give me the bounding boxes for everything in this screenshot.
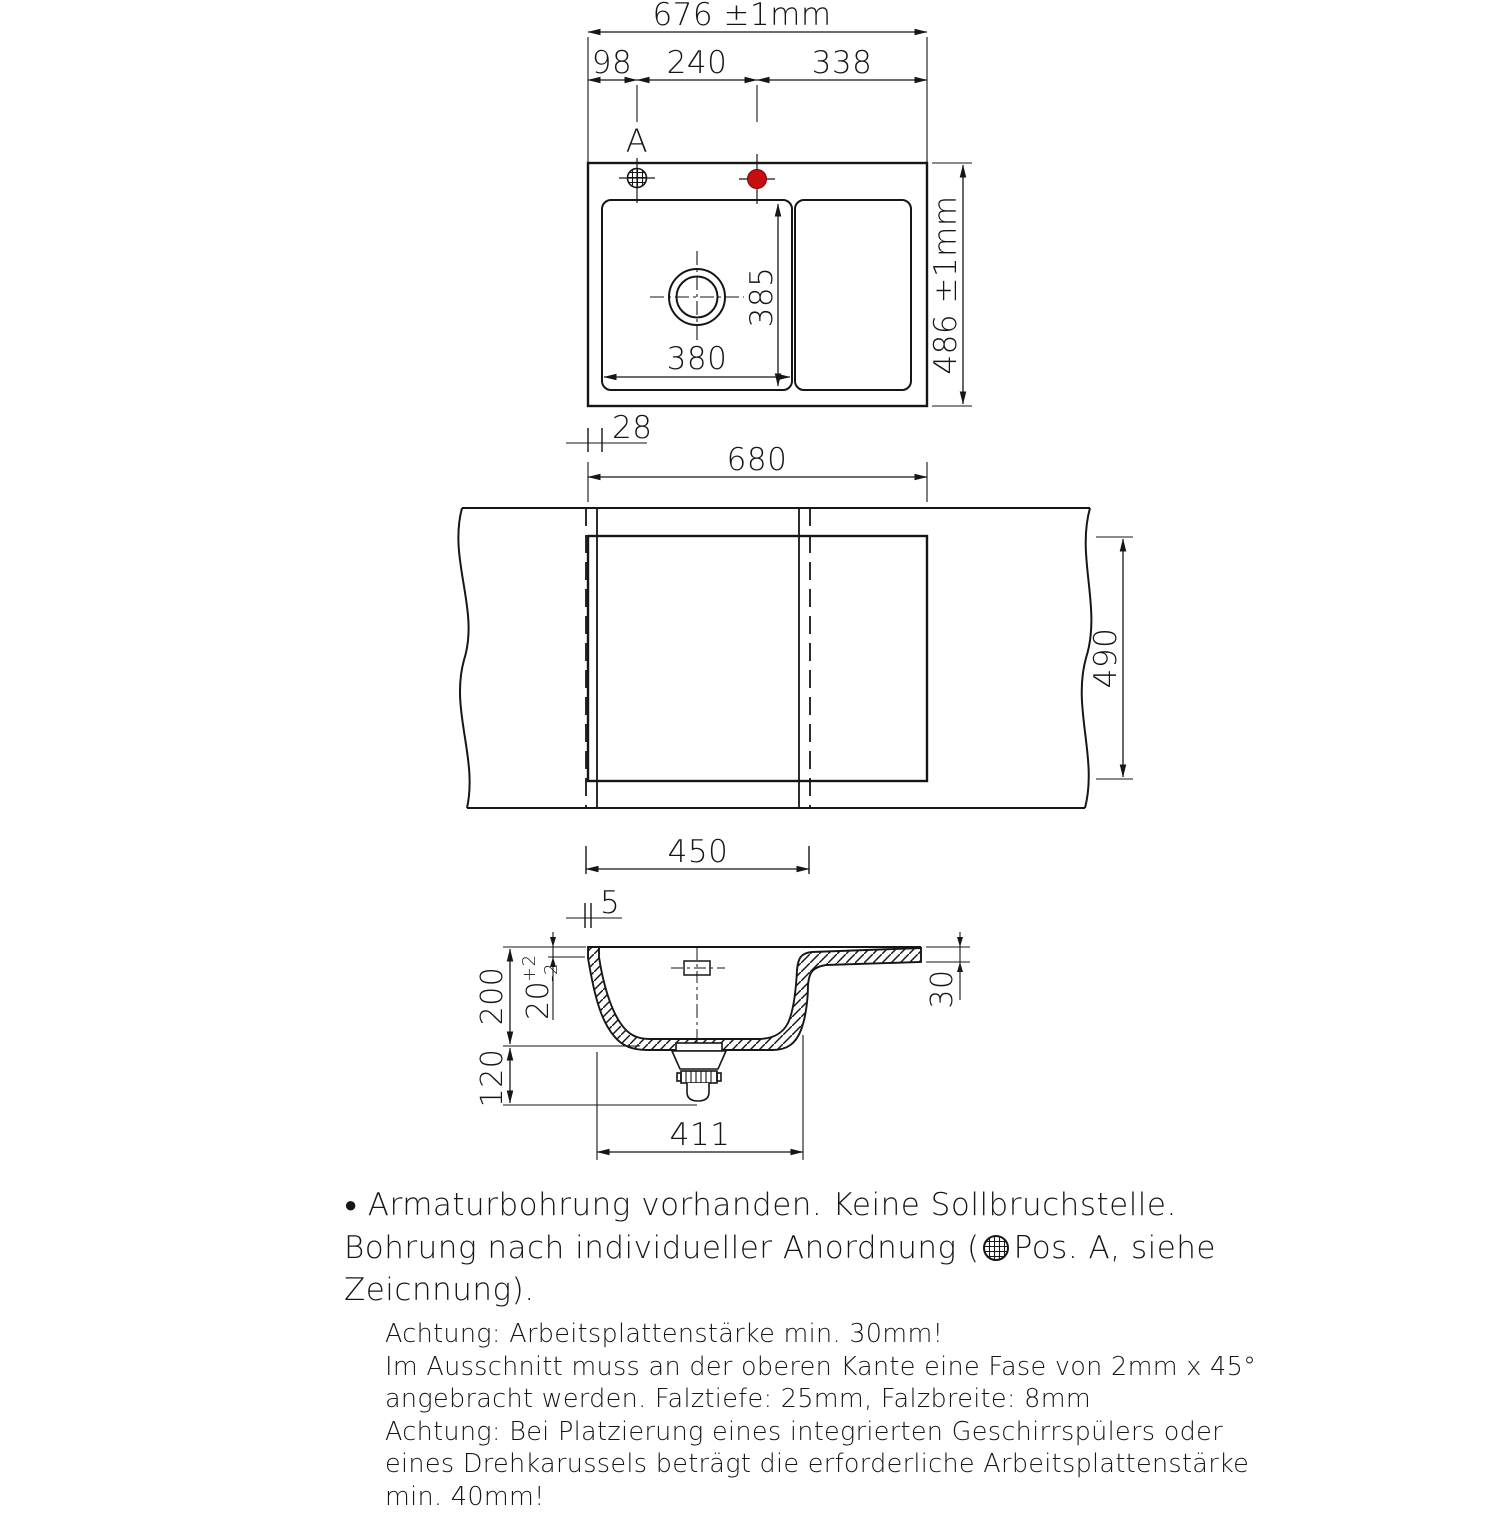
- faucet-hole-red-icon: [748, 170, 767, 189]
- dim-bowl-width: [604, 341, 790, 377]
- dim-98-label: 98: [592, 45, 632, 81]
- dim-120-label: 120: [475, 1049, 510, 1108]
- dim-cutout-width: [588, 442, 927, 502]
- dim-lip: [566, 885, 622, 928]
- dim-200-label: 200: [475, 967, 510, 1026]
- note-line-3: [344, 1269, 1494, 1311]
- detail-line: min. 40mm!: [385, 1481, 1256, 1513]
- dim-rim-depth: [508, 932, 585, 1020]
- dim-380-label: 380: [667, 341, 728, 377]
- dim-680-label: 680: [727, 442, 788, 478]
- section-view: [588, 947, 921, 1101]
- dim-drain-height: [475, 1048, 697, 1107]
- pos-a-label: A: [626, 122, 648, 160]
- detail-line: angebracht werden. Falztiefe: 25mm, Falzbreite: 8mm: [385, 1383, 1256, 1416]
- dim-450-label: 450: [668, 834, 729, 870]
- dim-490-label: 490: [1088, 628, 1124, 689]
- details-block: [385, 1318, 1256, 1513]
- drain-circle: [650, 251, 744, 343]
- detail-line: eines Drehkarussels beträgt die erforderliche Arbeitsplattenstärke: [385, 1448, 1256, 1481]
- dim-overall-width-label: 676 ±1mm: [652, 0, 831, 33]
- dim-edge-thickness: [925, 932, 970, 1009]
- note-line-1: [344, 1184, 1494, 1227]
- dim-5-label: 5: [600, 885, 620, 921]
- tap-hole-section: [671, 948, 725, 1000]
- dim-486-label: 486 ±1mm: [928, 195, 964, 374]
- faucet-hole-red: [739, 154, 775, 204]
- dim-cutout-height: [1088, 537, 1133, 779]
- dim-20-label: 20 +2 -2: [508, 944, 562, 1020]
- dim-cabinet-width: [586, 834, 809, 874]
- detail-line: Achtung: Bei Platzierung eines integrierten Geschirrspülers oder: [385, 1416, 1256, 1449]
- cutout-view-dimensions: [566, 442, 1133, 928]
- dim-edge-offset: [566, 410, 652, 452]
- dim-30-label: 30: [925, 969, 960, 1008]
- drain-collar: [677, 1071, 721, 1083]
- cutout-view: [458, 508, 1091, 808]
- dim-240-label: 240: [667, 45, 728, 81]
- drain-cap: [687, 1083, 709, 1101]
- detail-line: Im Ausschnitt muss an der oberen Kante eine Fase von 2mm x 45°: [385, 1351, 1256, 1384]
- dim-411-label: 411: [670, 1117, 731, 1153]
- dim-bowl-height: [744, 204, 780, 386]
- note-line-2-post: Pos. A, siehe: [1014, 1230, 1216, 1266]
- sink-shell: [588, 947, 921, 1050]
- notes-block: [344, 1184, 1494, 1311]
- drain-fitting: [672, 1004, 726, 1101]
- countertop-outline: [458, 508, 1091, 808]
- cutout-rect: [588, 536, 927, 781]
- drainboard-outline: [795, 200, 911, 390]
- dim-28-label: 28: [612, 410, 652, 446]
- dim-overall-height: [928, 163, 972, 406]
- faucet-hole-a-icon: [628, 169, 647, 188]
- drain-body: [672, 1051, 726, 1069]
- detail-line: Achtung: Arbeitsplattenstärke min. 30mm!: [385, 1318, 1256, 1351]
- note-line-1-text: Armaturbohrung vorhanden. Keine Sollbruchstelle.: [368, 1187, 1177, 1223]
- drain-flange: [676, 1043, 722, 1051]
- bullet-icon: ●: [344, 1193, 358, 1218]
- dim-385-label: 385: [744, 267, 780, 328]
- dim-segments: [588, 45, 927, 122]
- pos-a-symbol-icon: [982, 1234, 1010, 1262]
- cabinet-side-lines: [586, 508, 810, 808]
- note-line-3-text: Zeicnnung).: [344, 1272, 535, 1308]
- break-line-left: [458, 508, 469, 808]
- note-line-2: [344, 1227, 1494, 1269]
- note-line-2-pre: Bohrung nach individueller Anordnung (: [344, 1230, 980, 1266]
- dim-338-label: 338: [812, 45, 873, 81]
- faucet-hole-a: [619, 158, 655, 203]
